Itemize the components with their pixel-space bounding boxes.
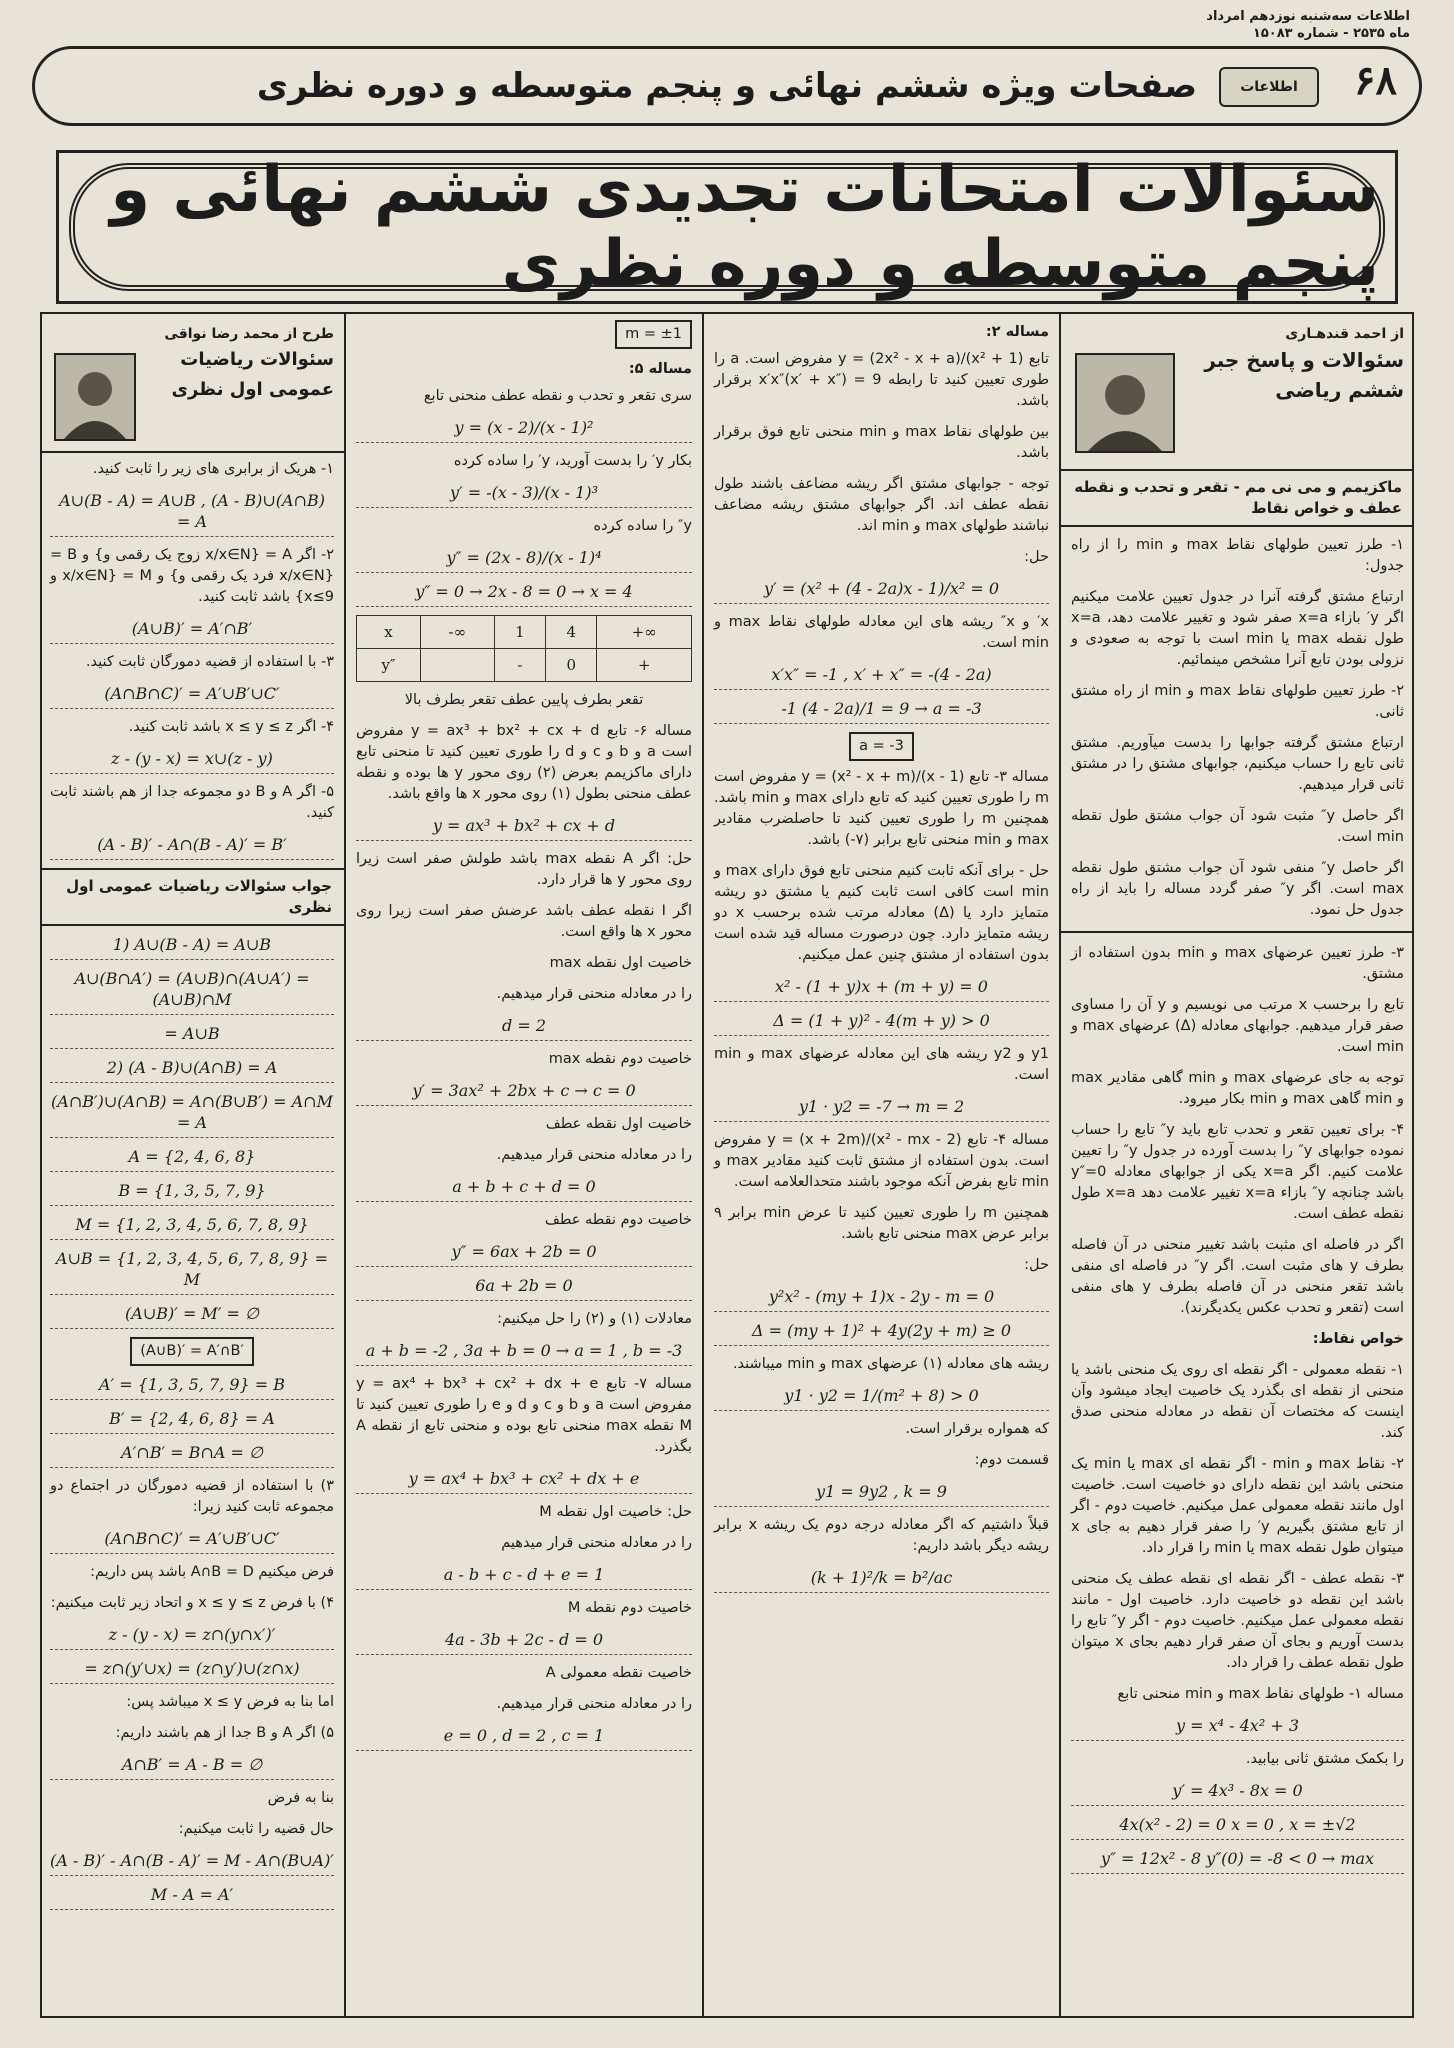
paragraph: خاصیت دوم نقطه M: [567, 1600, 692, 1616]
column-title-line-1: سئوالات ریاضیات: [180, 349, 334, 370]
paragraph: x′ و x″ ریشه های این معادله طولهای نقاط max و min است.: [714, 614, 1049, 651]
author-byline: طرح از محمد رضا نواقی: [164, 326, 334, 342]
paragraph: مساله ۷- تابع y = ax⁴ + bx³ + cx² + dx + e مفروض است a و b و c و d و e را طوری تعیین کنید تا M نقطه max منحنی تابع بوده و منحنی تابع از نقطه A بگذرد.: [356, 1376, 693, 1455]
question: ۳- با استفاده از قضیه دمورگان ثابت کنید.: [85, 654, 334, 670]
paragraph: خاصیت اول نقطه max: [549, 955, 692, 971]
formula: y″ = 12x² - 8 y″(0) = -8 < 0 → max: [1071, 1848, 1404, 1874]
paragraph: ۳- طرز تعیین عرضهای max و min بدون استفاده از مشتق.: [1071, 945, 1404, 982]
question: ۴- اگر x ≤ y ≤ z باشد ثابت کنید.: [128, 719, 334, 735]
paragraph: خاصیت دوم نقطه max: [548, 1051, 692, 1067]
paragraph: اما بنا به فرض x ≤ y میباشد پس:: [126, 1694, 334, 1710]
formula: x² - (1 + y)x + (m + y) = 0: [714, 976, 1049, 1002]
formula: y′ = -(x - 3)/(x - 1)³: [356, 482, 692, 508]
paragraph: ۱- طرز تعیین طولهای نقاط max و min را از راه جدول:: [1071, 537, 1404, 574]
answers-heading: جواب سئوالات ریاضیات عمومی اول نظری: [40, 868, 344, 926]
answer-box: m = ±1: [615, 320, 692, 349]
formula: A∪B = {1, 2, 3, 4, 5, 6, 7, 8, 9} = M: [50, 1248, 334, 1295]
paragraph: قسمت دوم:: [974, 1452, 1049, 1468]
formula: z - (y - x) = z∩(y∩x′)′: [50, 1624, 334, 1650]
paragraph: تابع را برحسب x مرتب می نویسیم و y آن را مساوی صفر قرار میدهیم. جوابهای معادله (Δ) عرضهای max و min است.: [1071, 997, 1404, 1055]
formula: (A∪B)′ = A′∩B′: [50, 618, 334, 644]
formula-text: -1 (4 - 2a)/1 = 9 → a = -3: [781, 699, 982, 718]
column-problems-5-7: [344, 312, 702, 2018]
formula: (A - B)′ - A∩(B - A)′ = M - A∩(B∪A)′: [50, 1850, 334, 1876]
paragraph: اگر در فاصله ای مثبت باشد تغییر منحنی در آن فاصله بطرف y های مثبت است. اگر y″ در فاصله ای منفی باشد تقعر منحنی در آن فاصله بطرف y های منفی است (تقعر و تحدب عکس یکدیگرند).: [1071, 1237, 1404, 1316]
column-title-line-2: عمومی اول نظری: [171, 379, 334, 400]
formula: y1 · y2 = -7 → m = 2: [714, 1096, 1049, 1122]
formula: Δ = (1 + y)² - 4(m + y) > 0: [714, 1010, 1049, 1036]
paragraph: خاصیت دوم نقطه عطف: [544, 1212, 692, 1228]
problem-label: مساله ۵:: [628, 361, 692, 377]
author-photo: [1075, 353, 1175, 453]
formula: (k + 1)²/k = b²/ac: [714, 1567, 1049, 1593]
formula: A′ = {1, 3, 5, 7, 9} = B: [50, 1374, 334, 1400]
formula: y = x⁴ - 4x² + 3: [1071, 1715, 1404, 1741]
masthead-issue: ماه ۲۵۳۵ - شماره ۱۵۰۸۳: [1252, 26, 1410, 41]
formula: 1) A∪(B - A) = A∪B: [50, 934, 334, 960]
paragraph: ۳) با استفاده از قضیه دمورگان در اجتماع دو مجموعه ثابت کنید زیرا:: [50, 1478, 334, 1515]
table-cell: 4: [546, 616, 597, 649]
formula: (A∩B∩C)′ = A′∪B′∪C′: [50, 683, 334, 709]
paragraph: که همواره برقرار است.: [905, 1421, 1049, 1437]
paragraph: y1 و y2 ریشه های این معادله عرضهای max و min است.: [714, 1046, 1049, 1083]
paragraph: حل:: [1024, 1257, 1049, 1273]
formula: (A - B)′ - A∩(B - A)′ = B′: [50, 834, 334, 860]
formula: 2) (A - B)∪(A∩B) = A: [50, 1057, 334, 1083]
paragraph: ۲- طرز تعیین طولهای نقاط max و min از راه مشتق ثانی.: [1071, 683, 1404, 720]
table-cell: +∞: [597, 616, 692, 649]
paragraph: حل: خاصیت اول نقطه M: [539, 1504, 692, 1520]
formula: y1 = 9y2 , k = 9: [714, 1481, 1049, 1507]
paragraph: فرض میکنیم A∩B = D باشد پس داریم:: [90, 1564, 334, 1580]
paragraph: قبلاً داشتیم که اگر معادله درجه دوم یک ریشه x برابر ریشه دیگر باشد داریم:: [714, 1517, 1050, 1554]
column-title-line-1: سئوالات و پاسخ جبر: [1204, 348, 1404, 372]
table-cell: y″: [357, 649, 421, 682]
formula: = z∩(y′∪x) = (z∩y′)∪(z∩x): [50, 1658, 334, 1684]
formula: a - b + c - d + e = 1: [356, 1564, 692, 1590]
portrait-icon: [58, 359, 132, 439]
formula: A = {2, 4, 6, 8}: [50, 1146, 334, 1172]
table-cell: 1: [494, 616, 545, 649]
question: ۱- هریک از برابری های زیر را ثابت کنید.: [92, 461, 334, 477]
masthead-date: اطلاعات سه‌شنبه نوزدهم امرداد: [1206, 9, 1410, 24]
banner-title: صفحات ویژه ششم نهائی و پنجم متوسطه و دوره نظری: [256, 66, 1198, 106]
paragraph: تابع y = (2x² - x + a)/(x² + 1) مفروض است. a را طوری تعیین کنید تا رابطه x′x″(x′ + x″) = 9 برقرار باشد.: [714, 351, 1049, 409]
paragraph: خاصیت نقطه معمولی A: [545, 1665, 692, 1681]
formula: y′ = 4x³ - 8x = 0: [1071, 1780, 1404, 1806]
paragraph: اگر I نقطه عطف باشد عرضش صفر است زیرا روی محور x ها واقع است.: [356, 903, 692, 940]
paragraph: ریشه های معادله (۱) عرضهای max و min میباشند.: [732, 1356, 1049, 1372]
formula: y″ = 0 → 2x - 8 = 0 → x = 4: [356, 581, 692, 607]
paragraph: اگر حاصل y″ منفی شود آن جواب مشتق طول نقطه max است. اگر y″ صفر گردد مساله را باید از راه جدول حل نمود.: [1071, 860, 1404, 918]
formula: a + b = -2 , 3a + b = 0 → a = 1 , b = -3: [356, 1340, 692, 1366]
paragraph: خواص نقاط:: [1312, 1331, 1404, 1347]
formula: 4a - 3b + 2c - d = 0: [356, 1629, 692, 1655]
section-banner: [32, 46, 1422, 126]
formula: A∪(B - A) = A∪B , (A - B)∪(A∩B) = A: [50, 490, 334, 537]
formula: (A∩B′)∪(A∩B) = A∩(B∪B′) = A∩M = A: [50, 1091, 334, 1138]
headline-box: [56, 150, 1398, 304]
paragraph: حل:: [1024, 549, 1049, 565]
paragraph: ارتباع مشتق گرفته جوابها را بدست میآوریم. مشتق ثانی تابع را حساب میکنیم، جوابهای مشتق را در مشتق ثانی قرار میدهیم.: [1071, 735, 1404, 793]
divider: [1061, 931, 1414, 933]
sign-table: [356, 615, 692, 682]
paragraph: ۴) با فرض x ≤ y ≤ z و اتحاد زیر ثابت میکنیم:: [50, 1595, 334, 1611]
headline-frame: [69, 153, 1385, 301]
formula: M - A = A′: [50, 1884, 334, 1910]
formula: 4x(x² - 2) = 0 x = 0 , x = ±√2: [1071, 1814, 1404, 1840]
formula: e = 0 , d = 2 , c = 1: [356, 1725, 692, 1751]
masthead-meta: [1130, 8, 1410, 42]
answer-box: a = -3: [849, 732, 914, 761]
paragraph: ۴- برای تعیین تقعر و تحدب تابع باید y″ تابع را حساب نموده جوابهای y″ را بدست آورده در جدول y″ را تعیین علامت کنیم. اگر x=a یکی از جوابهای معادله y″=0 باشد چنانچه y″ بازاء x=a تغییر علامت دهد x=a طول نقطه عطف است.: [1071, 1122, 1405, 1222]
formula: (A∩B∩C)′ = A′∪B′∪C′: [50, 1528, 334, 1554]
portrait-icon: [1080, 361, 1170, 451]
formula: z - (y - x) = x∪(z - y): [50, 748, 334, 774]
paragraph: ۱- نقطه معمولی - اگر نقطه ای روی یک منحنی باشد یا منحنی از نقطه ای بگذرد یک خاصیت ایجاد میشود وآن اینست که مختصات آن نقطه در معادله منحنی صدق کند.: [1071, 1362, 1404, 1441]
paragraph: را بکمک مشتق ثانی بیابید.: [1245, 1751, 1404, 1767]
formula: M = {1, 2, 3, 4, 5, 6, 7, 8, 9}: [50, 1214, 334, 1240]
formula: y = ax⁴ + bx³ + cx² + dx + e: [356, 1468, 692, 1494]
paragraph: توجه به جای عرضهای max و min گاهی مقادیر max و min گاهی max و min بکار میرود.: [1071, 1070, 1404, 1107]
formula: B′ = {2, 4, 6, 8} = A: [50, 1408, 334, 1434]
section-heading: ماکزیمم و می نی مم - تقعر و تحدب و نقطه عطف و خواص نقاط: [1061, 469, 1414, 527]
paragraph: توجه - جوابهای مشتق اگر ریشه مضاعف باشند طول نقطه عطف اند. اگر جوابهای مشتق ریشه مضاعف نباشند طولهای max و min اند.: [714, 476, 1049, 534]
formula: Δ = (my + 1)² + 4y(2y + m) ≥ 0: [714, 1320, 1049, 1346]
paragraph: حال قضیه را ثابت میکنیم:: [178, 1821, 334, 1837]
newspaper-logo: اطلاعات: [1219, 67, 1319, 107]
formula: y′ = (x² + (4 - 2a)x - 1)/x² = 0: [714, 578, 1049, 604]
author-byline: از احمد قندهـاری: [1285, 326, 1404, 342]
formula: A∪(B∩A′) = (A∪B)∩(A∪A′) = (A∪B)∩M: [50, 968, 334, 1015]
formula: 6a + 2b = 0: [356, 1275, 692, 1301]
paragraph: بکار y′ را بدست آورید، y′ را ساده کرده: [453, 453, 692, 469]
problem-label: مساله ۲:: [985, 324, 1049, 340]
formula: y = (x - 2)/(x - 1)²: [356, 417, 692, 443]
paragraph: سری تقعر و تحدب و نقطه عطف منحنی تابع: [423, 388, 692, 404]
column-general-math: [40, 312, 344, 2018]
formula: = A∪B: [50, 1023, 334, 1049]
formula-text: (A∪B)′ = M′ = ∅: [125, 1304, 259, 1323]
table-cell: -∞: [420, 616, 494, 649]
formula: y²x² - (my + 1)x - 2y - m = 0: [714, 1286, 1049, 1312]
answer-box: (A∪B)′ = A′∩B′: [130, 1337, 254, 1366]
formula: y′ = 3ax² + 2bx + c → c = 0: [356, 1080, 692, 1106]
formula: y″ = 6ax + 2b = 0: [356, 1241, 692, 1267]
paragraph: بین طولهای نقاط max و min منحنی تابع فوق برقرار باشد.: [714, 424, 1049, 461]
paragraph: y″ را ساده کرده: [593, 518, 692, 534]
table-cell: -: [494, 649, 545, 682]
formula: a + b + c + d = 0: [356, 1176, 692, 1202]
column-title-line-2: ششم ریاضی: [1275, 378, 1404, 402]
formula: [714, 698, 1049, 724]
paragraph: ۵) اگر A و B جدا از هم باشند داریم:: [115, 1725, 334, 1741]
question: ۵- اگر A و B دو مجموعه جدا از هم باشند ثابت کنید.: [50, 784, 334, 821]
formula: [50, 1303, 334, 1329]
paragraph: را در معادله منحنی قرار میدهیم.: [496, 1696, 692, 1712]
formula: A′∩B′ = B∩A = ∅: [50, 1442, 334, 1468]
formula: x′x″ = -1 , x′ + x″ = -(4 - 2a): [714, 664, 1049, 690]
column-problems-2-4: [702, 312, 1059, 2018]
formula: d = 2: [356, 1015, 692, 1041]
paragraph: مساله ۴- تابع y = (x + 2m)/(x² - mx - 2) مفروض است. بدون استفاده از مشتق ثابت کنید مقادیر max و min تابع بفرض آنکه موجود باشند متحدالعلامه است.: [714, 1132, 1049, 1190]
formula: y1 · y2 = 1/(m² + 8) > 0: [714, 1385, 1049, 1411]
paragraph: همچنین m را طوری تعیین کنید تا عرض min برابر ۹ برابر عرض max منحنی تابع باشد.: [714, 1205, 1049, 1242]
paragraph: حل - برای آنکه ثابت کنیم منحنی تابع فوق دارای max و min است کافی است ثابت کنیم یا مشتق دو ریشه متمایز دارد یا (Δ) معادله مرتب شده برحسب x دو ریشه متمایز دارد. چون درصورت مساله قید شده است بدون استفاده از مشتق چنین عمل میکنیم.: [714, 863, 1049, 963]
table-cell: 0: [546, 649, 597, 682]
paragraph: ۲- نقاط max و min - اگر نقطه ای max یا min یک منحنی باشد این نقطه دارای دو خاصیت است. خاصیت اول مانند نقطه معمولی عمل میکنیم. خاصیت دوم - اگر از تابع مشتق بگیریم y′ را صفر قرار دهیم به جای x میتوان طول نقطه max یا min را قرار داد.: [1071, 1456, 1404, 1556]
paragraph: را در معادله منحنی قرار میدهیم.: [496, 1147, 692, 1163]
paragraph: اگر حاصل y″ مثبت شود آن جواب مشتق طول نقطه min است.: [1071, 808, 1405, 845]
table-cell: x: [357, 616, 421, 649]
page-headline: سئوالات امتحانات تجدیدی ششم نهائی و پنجم متوسطه و دوره نظری: [110, 153, 1379, 301]
table-cell: +: [597, 649, 692, 682]
page-number: ۶۸: [1354, 57, 1397, 104]
author-photo: [54, 353, 136, 441]
paragraph: بنا به فرض: [267, 1790, 334, 1806]
paragraph: مساله ۱- طولهای نقاط max و min منحنی تابع: [1117, 1686, 1404, 1702]
formula: y″ = (2x - 8)/(x - 1)⁴: [356, 547, 692, 573]
paragraph: مساله ۳- تابع y = (x² - x + m)/(x - 1) مفروض است m را طوری تعیین کنید که تابع دارای max و min باشد. همچنین m را طوری تعیین کنید تا حاصلضرب مقادیر max و min منحنی تابع برابر (۷-) باشد.: [714, 769, 1049, 848]
formula: A∩B′ = A - B = ∅: [50, 1754, 334, 1780]
column-algebra: [1059, 312, 1414, 2018]
paragraph: مساله ۶- تابع y = ax³ + bx² + cx + d مفروض است a و b و c و d را طوری تعیین کنید تا منحنی تابع دارای ماکزیمم بعرض (۲) روی محور y ها بوده و نقطه عطف منحنی بطول (۱) روی محور x ها واقع باشد.: [356, 723, 692, 802]
formula: y = ax³ + bx² + cx + d: [356, 815, 692, 841]
paragraph: معادلات (۱) و (۲) را حل میکنیم:: [497, 1311, 692, 1327]
formula: B = {1, 3, 5, 7, 9}: [50, 1180, 334, 1206]
paragraph: را در معادله منحنی قرار میدهیم: [501, 1535, 692, 1551]
table-cell: [420, 649, 494, 682]
paragraph: ارتباع مشتق گرفته آنرا در جدول تعیین علامت میکنیم اگر y′ بازاء x=a صفر شود و تغییر علامت دهد، x=a طول نقطه max یا min است با توجه به صعودی و نزولی بودن تابع آنرا مشخص مینمائیم.: [1071, 589, 1404, 668]
paragraph: خاصیت اول نقطه عطف: [545, 1116, 692, 1132]
table-caption: تقعر بطرف پایین عطف تقعر بطرف بالا: [404, 692, 644, 708]
paragraph: را در معادله منحنی قرار میدهیم.: [496, 986, 692, 1002]
paragraph: حل: اگر A نقطه max باشد طولش صفر است زیرا روی محور y ها قرار دارد.: [356, 851, 693, 888]
question: ۲- اگر A = {x/x∈N زوج یک رقمی و} و B = {x/x∈N فرد یک رقمی و} و M = {x/x∈N و x≤9} باشد ثابت کنید.: [50, 547, 335, 605]
paragraph: ۳- نقطه عطف - اگر نقطه ای نقطه عطف یک منحنی باشد این نقطه دو خاصیت دارد. خاصیت اول - مانند نقطه معمولی عمل میکنیم. خاصیت دوم - اگر y″ تابع را بدست آوریم و بجای آن صفر قرار دهیم بجای x میتوان طول نقطه عطف را قرار داد.: [1071, 1571, 1404, 1671]
